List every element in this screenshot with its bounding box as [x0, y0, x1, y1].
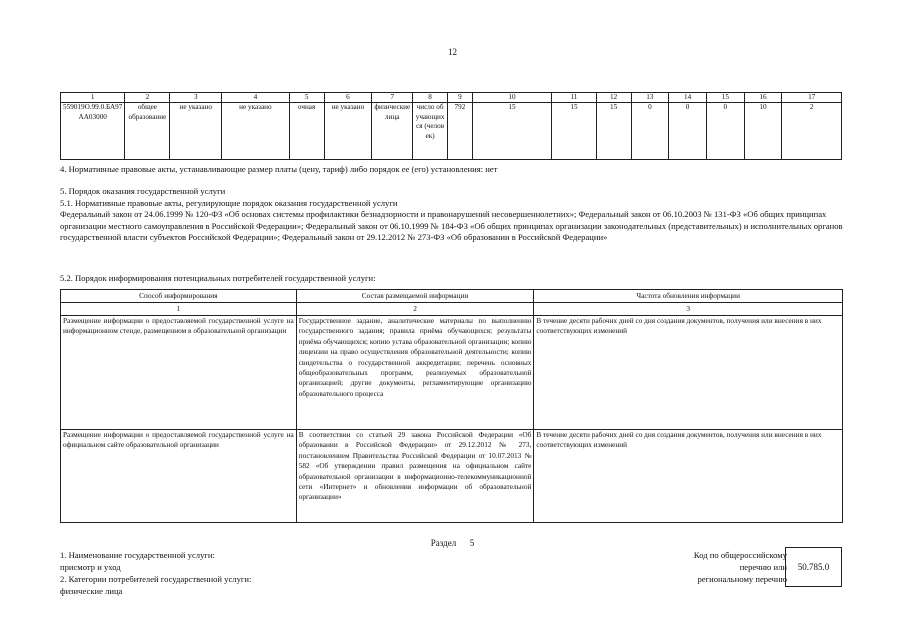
table-cell: 0	[706, 103, 744, 160]
consumer-category-value: физические лица	[60, 586, 123, 596]
table-cell: 0	[669, 103, 707, 160]
registry-code-box	[785, 547, 842, 587]
table-cell: 0	[631, 103, 669, 160]
column-number: 1	[61, 303, 297, 316]
column-number: 7	[372, 93, 413, 103]
table-cell: не указано	[170, 103, 222, 160]
table-cell: не указано	[222, 103, 290, 160]
table-cell: физические лица	[372, 103, 413, 160]
table-cell: очная	[289, 103, 324, 160]
column-number: 17	[782, 93, 842, 103]
column-header: Состав размещаемой информации	[296, 290, 534, 303]
table-cell: Государственное задание, аналитические материалы по выполнению государственного задания; правила приёма обучающихся; результаты приёма обучающихся; копию устава образовательной организации; копию лицензии на право осуществления образовательной деятельности; копию свидетельства о государственной аккредитации; перечень основных общеобразовательных программ, реализуемых образовательной организацией; другие документы, регламентирующие организацию образовательного процесса	[296, 316, 534, 430]
code-label-line-3: региональному перечню	[697, 574, 787, 584]
column-number: 14	[669, 93, 707, 103]
table-cell: 2	[782, 103, 842, 160]
paragraph-5: 5. Порядок оказания государственной услуги	[60, 186, 226, 196]
column-number: 16	[744, 93, 782, 103]
section-number: 5	[469, 538, 475, 548]
table-cell: 15	[472, 103, 551, 160]
table-cell: общее образование	[125, 103, 170, 160]
table-cell: 792	[447, 103, 472, 160]
paragraph-5-2: 5.2. Порядок информирования потенциальных потребителей государственной услуги:	[60, 273, 376, 283]
column-number: 6	[324, 93, 372, 103]
table-number-row	[61, 303, 843, 316]
table-cell: 15	[596, 103, 631, 160]
informing-table	[60, 289, 843, 523]
column-number: 1	[61, 93, 125, 103]
service-name-value: присмотр и уход	[60, 562, 121, 572]
service-name-label: 1. Наименование государственной услуги:	[60, 550, 215, 560]
table-header-row	[61, 93, 842, 103]
table-cell: В соответствии со статьей 29 закона Российской Федерации «Об образовании в Российской Федерации» от 29.12.2012 № 273, постановлением Правительства Российской Федерации от 10.07.2013 № 582 «Об утверждении правил размещения на официальном сайте образовательной организации в информационно-телекоммуникационной сети «Интернет» и обновления информации об образовательной организации»	[296, 430, 534, 523]
column-number: 5	[289, 93, 324, 103]
table-row	[61, 316, 843, 430]
registry-code-value: 50.785.0	[797, 562, 830, 572]
section-label: Раздел	[430, 538, 457, 548]
table-row	[61, 103, 842, 160]
column-number: 15	[706, 93, 744, 103]
column-number: 4	[222, 93, 290, 103]
column-number: 2	[125, 93, 170, 103]
code-label-line-2: перечню или	[739, 562, 787, 572]
column-number: 12	[596, 93, 631, 103]
code-label-line-1: Код по общероссийскому	[693, 550, 787, 560]
page-number: 12	[448, 47, 457, 57]
column-number: 3	[170, 93, 222, 103]
table-header-row	[61, 290, 843, 303]
column-number: 3	[534, 303, 843, 316]
table-cell: В течение десяти рабочих дней со дня создания документов, получения или внесения в них соответствующих изменений	[534, 430, 843, 523]
table-cell: Размещение информации о предоставляемой государственной услуге на информационном стенде, размещенном в образовательной организации	[61, 316, 297, 430]
table-cell: Размещение информации о предоставляемой государственной услуге на официальном сайте образовательной организации	[61, 430, 297, 523]
column-number: 2	[296, 303, 534, 316]
table-cell: 559019О.99.0.БА97АА03000	[61, 103, 125, 160]
column-header: Частота обновления информации	[534, 290, 843, 303]
table-row	[61, 430, 843, 523]
column-number: 9	[447, 93, 472, 103]
section-heading	[0, 538, 905, 548]
indicators-table	[60, 92, 842, 160]
table-cell: В течение десяти рабочих дней со дня создания документов, получения или внесения в них соответствующих изменений	[534, 316, 843, 430]
column-number: 8	[413, 93, 448, 103]
column-number: 10	[472, 93, 551, 103]
legal-acts-text: Федеральный закон от 24.06.1999 № 120-ФЗ «Об основах системы профилактики безнадзорности и правонарушений несовершеннолетних»; Федеральный закон от 06.10.2003 № 131-ФЗ «Об общих принципах организации местного самоуправления в Российской Федерации»; Федеральный закон от 06.10.1999 № 184-ФЗ «Об общих принципах организации законодательных (представительных) и исполнительных органов государственной власти субъектов Российской Федерации»; Федеральный закон от 29.12.2012 № 273-ФЗ «Об образовании в Российской Федерации»	[60, 209, 843, 243]
paragraph-5-1: 5.1. Нормативные правовые акты, регулирующие порядок оказания государственной услуги	[60, 198, 398, 208]
column-header: Способ информирования	[61, 290, 297, 303]
paragraph-4: 4. Нормативные правовые акты, устанавливающие размер платы (цену, тариф) либо порядок ее (его) установления: нет	[60, 164, 498, 174]
table-cell: 15	[552, 103, 597, 160]
table-cell: 10	[744, 103, 782, 160]
column-number: 11	[552, 93, 597, 103]
table-cell: число обучающихся (человек)	[413, 103, 448, 160]
column-number: 13	[631, 93, 669, 103]
consumer-category-label: 2. Категории потребителей государственной услуги:	[60, 574, 252, 584]
table-cell: не указано	[324, 103, 372, 160]
